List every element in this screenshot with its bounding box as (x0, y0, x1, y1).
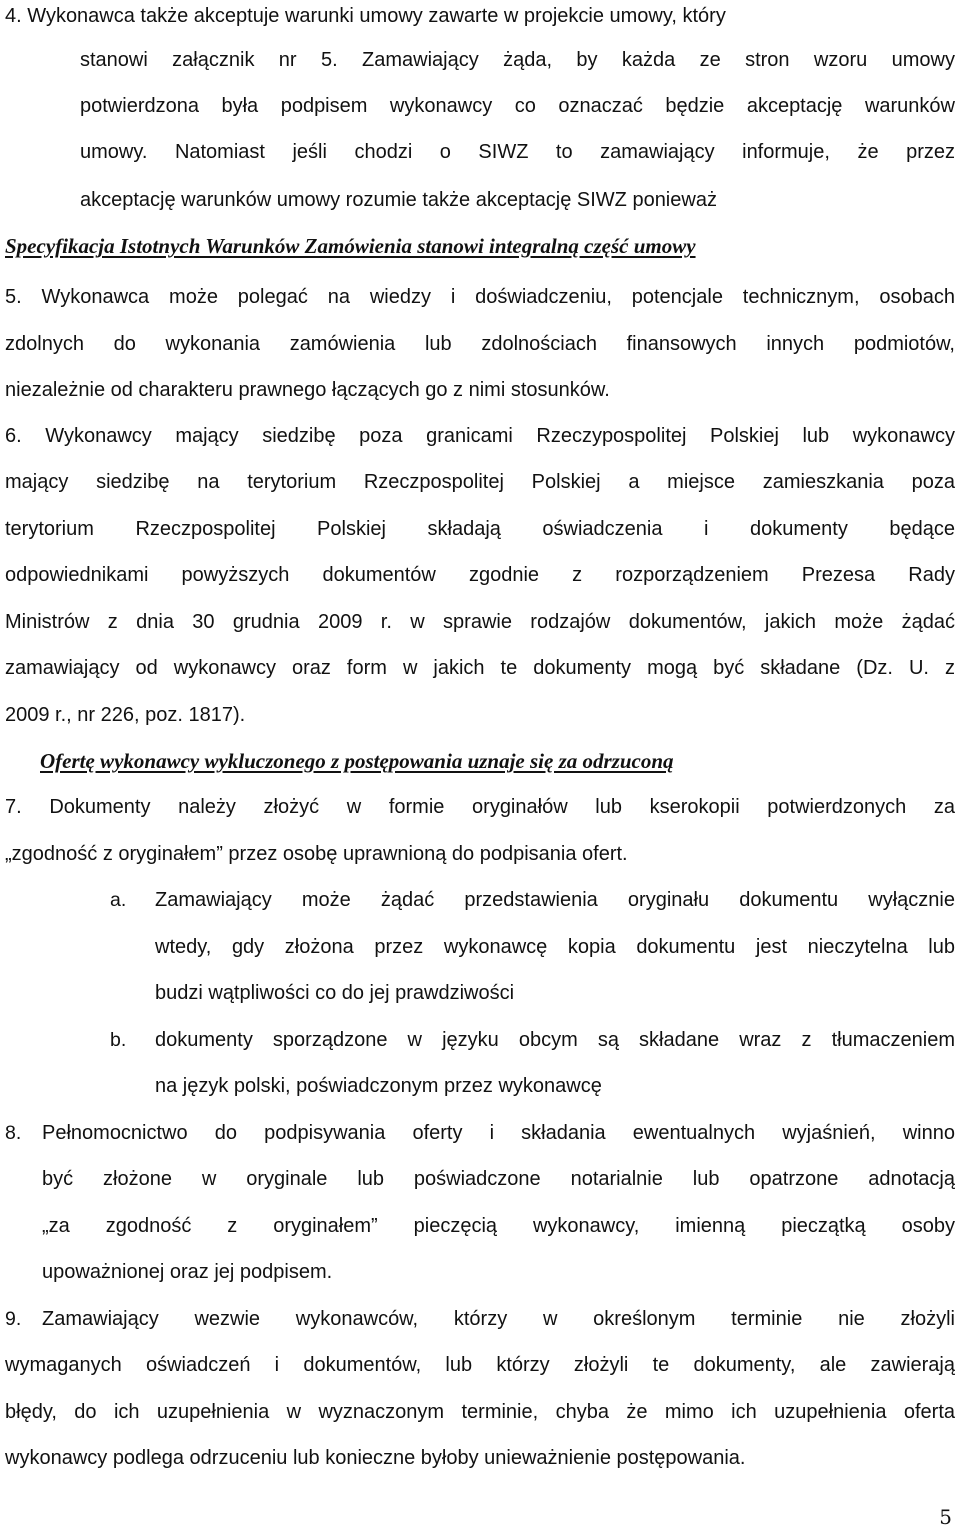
paragraph-5-line-1: 5. Wykonawca może polegać na wiedzy i doświadczeniu, potencjale technicznym, osobach (5, 286, 955, 308)
list-marker-8: 8. (5, 1122, 22, 1144)
page-number: 5 (939, 1505, 952, 1529)
paragraph-6-line-5: Ministrów z dnia 30 grudnia 2009 r. w sprawie rodzajów dokumentów, jakich może żądać (5, 611, 955, 633)
list-marker-9: 9. (5, 1308, 22, 1330)
paragraph-4-line-5: akceptację warunków umowy rozumie także akceptację SIWZ ponieważ (80, 189, 717, 211)
subitem-b-line-2: na język polski, poświadczonym przez wykonawcę (155, 1075, 602, 1097)
paragraph-4-line-3: potwierdzona była podpisem wykonawcy co oznaczać będzie akceptację warunków (80, 95, 955, 117)
paragraph-6-line-3: terytorium Rzeczpospolitej Polskiej składają oświadczenia i dokumenty będące (5, 518, 955, 540)
paragraph-8-line-3: „za zgodność z oryginałem” pieczęcią wykonawcy, imienną pieczątką osoby (42, 1215, 955, 1237)
paragraph-6-line-7: 2009 r., nr 226, poz. 1817). (5, 704, 246, 726)
paragraph-6-line-1: 6. Wykonawcy mający siedzibę poza granicami Rzeczypospolitej Polskiej lub wykonawcy (5, 425, 955, 447)
paragraph-7-line-1: 7. Dokumenty należy złożyć w formie oryginałów lub kserokopii potwierdzonych za (5, 796, 955, 818)
paragraph-5-line-3: niezależnie od charakteru prawnego łączących go z nimi stosunków. (5, 379, 610, 401)
paragraph-4-line-4: umowy. Natomiast jeśli chodzi o SIWZ to zamawiający informuje, że przez (80, 141, 955, 163)
subitem-a-line-3: budzi wątpliwości co do jej prawdziwości (155, 982, 515, 1004)
paragraph-4-emphasis: Specyfikacja Istotnych Warunków Zamówienia stanowi integralną część umowy (5, 234, 696, 258)
paragraph-6-line-2: mający siedzibę na terytorium Rzeczpospolitej Polskiej a miejsce zamieszkania poza (5, 471, 955, 493)
paragraph-4-line-2: stanowi załącznik nr 5. Zamawiający żąda, by każda ze stron wzoru umowy (80, 49, 955, 71)
paragraph-8-line-1: Pełnomocnictwo do podpisywania oferty i składania ewentualnych wyjaśnień, winno (42, 1122, 955, 1144)
list-marker-a: a. (110, 889, 127, 911)
subitem-b-line-1: dokumenty sporządzone w języku obcym są składane wraz z tłumaczeniem (155, 1029, 955, 1051)
paragraph-8-line-2: być złożone w oryginale lub poświadczone notarialnie lub opatrzone adnotacją (42, 1168, 955, 1190)
paragraph-9-line-2: wymaganych oświadczeń i dokumentów, lub którzy złożyli te dokumenty, ale zawierają (5, 1354, 955, 1376)
subitem-a-line-1: Zamawiający może żądać przedstawienia oryginału dokumentu wyłącznie (155, 889, 955, 911)
paragraph-5-line-2: zdolnych do wykonania zamówienia lub zdolnościach finansowych innych podmiotów, (5, 333, 955, 355)
paragraph-9-line-1: Zamawiający wezwie wykonawców, którzy w określonym terminie nie złożyli (42, 1308, 955, 1330)
paragraph-6-emphasis: Ofertę wykonawcy wykluczonego z postępowania uznaje się za odrzuconą (40, 749, 674, 773)
paragraph-9-line-4: wykonawcy podlega odrzuceniu lub konieczne byłoby unieważnienie postępowania. (5, 1447, 746, 1469)
list-marker-b: b. (110, 1029, 127, 1051)
paragraph-7-line-2: „zgodność z oryginałem” przez osobę uprawnioną do podpisania ofert. (5, 843, 628, 865)
subitem-a-line-2: wtedy, gdy złożona przez wykonawcę kopia dokumentu jest nieczytelna lub (155, 936, 955, 958)
paragraph-6-line-4: odpowiednikami powyższych dokumentów zgodnie z rozporządzeniem Prezesa Rady (5, 564, 955, 586)
paragraph-9-line-3: błędy, do ich uzupełnienia w wyznaczonym terminie, chyba że mimo ich uzupełnienia oferta (5, 1401, 955, 1423)
paragraph-8-line-4: upoważnionej oraz jej podpisem. (42, 1261, 333, 1283)
paragraph-4-line-1: 4. Wykonawca także akceptuje warunki umowy zawarte w projekcie umowy, który (5, 5, 726, 27)
paragraph-6-line-6: zamawiający od wykonawcy oraz form w jakich te dokumenty mogą być składane (Dz. U. z (5, 657, 955, 679)
